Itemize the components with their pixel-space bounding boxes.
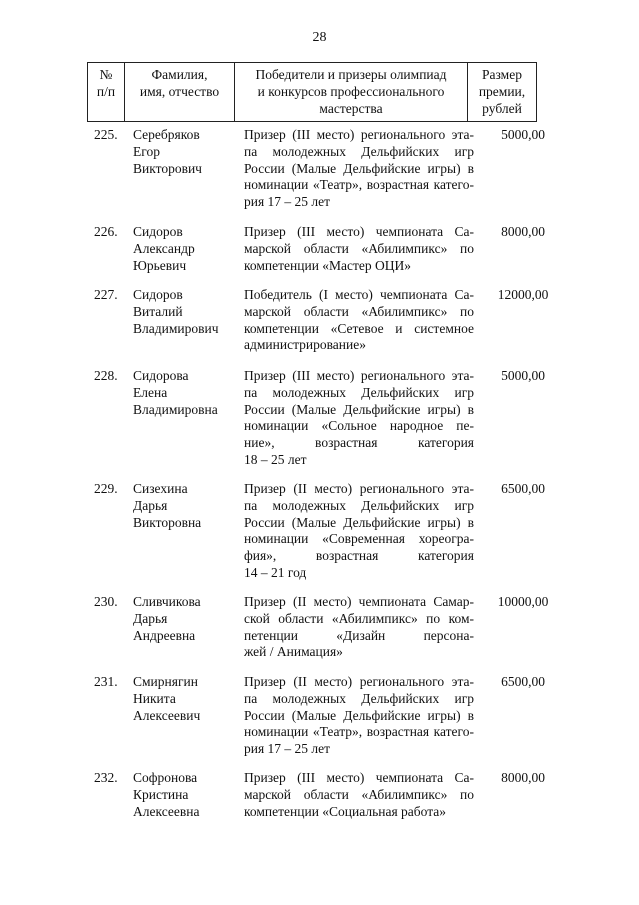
row-number: 229.: [94, 481, 118, 496]
desc-line: жей / Анимация»: [244, 644, 343, 660]
desc-line: 14 – 21 год: [244, 564, 307, 580]
desc-line: Победитель (I место) чемпионата Са-: [244, 287, 474, 302]
desc-line: па молодежных Дельфийских игр: [244, 497, 474, 513]
desc-line: марской области «Абилимпикс» по: [244, 240, 474, 256]
row-number: 227.: [94, 287, 118, 302]
row-prize: 5000,00: [501, 127, 545, 142]
desc-line: номинации «Театр», возрастная катего-: [244, 724, 474, 740]
row-prize: 8000,00: [501, 224, 545, 239]
name-line: Елена: [133, 384, 168, 400]
row-prize: 6500,00: [501, 481, 545, 496]
desc-line: па молодежных Дельфийских игр: [244, 690, 474, 706]
name-line: Сливчикова: [133, 594, 201, 609]
header-desc-line: и конкурсов профессионального: [257, 84, 445, 99]
name-line: Дарья: [133, 497, 168, 513]
name-line: Егор: [133, 143, 160, 159]
row-number: 231.: [94, 674, 118, 689]
row-name: [133, 770, 243, 820]
desc-line: рия 17 – 25 лет: [244, 741, 331, 757]
row-name: [133, 368, 243, 418]
desc-line: Призер (II место) регионального эта-: [244, 481, 474, 496]
name-line: Дарья: [133, 610, 168, 626]
name-line: Юрьевич: [133, 257, 187, 273]
desc-line: па молодежных Дельфийских игр: [244, 384, 474, 400]
header-name-line: Фамилия,: [151, 67, 208, 82]
desc-line: Призер (III место) регионального эта-: [244, 368, 474, 383]
header-name-line: имя, отчество: [139, 84, 220, 99]
name-line: Андреевна: [133, 627, 196, 643]
desc-line: администрирование»: [244, 337, 366, 353]
name-line: Владимировна: [133, 401, 218, 417]
header-prize-line: рублей: [482, 101, 522, 116]
row-name: [133, 481, 243, 531]
desc-line: России (Малые Дельфийские игры) в: [244, 514, 474, 530]
header-prize-line: Размер: [482, 67, 522, 82]
row-name: [133, 224, 243, 274]
desc-line: рия 17 – 25 лет: [244, 194, 331, 210]
name-line: Серебряков: [133, 127, 200, 142]
table-header: [87, 62, 537, 122]
desc-line: России (Малые Дельфийские игры) в: [244, 160, 474, 176]
header-num-line: п/п: [96, 84, 116, 99]
row-description: [244, 127, 474, 211]
name-line: Смирнягин: [133, 674, 198, 689]
name-line: Викторович: [133, 160, 202, 176]
row-description: [244, 770, 474, 820]
desc-line: номинации «Современная хореогра-: [244, 531, 474, 547]
name-line: Софронова: [133, 770, 198, 785]
header-prize-line: премии,: [478, 84, 526, 99]
row-prize: 5000,00: [501, 368, 545, 383]
row-number: 232.: [94, 770, 118, 785]
desc-line: компетенции «Социальная работа»: [244, 803, 447, 819]
desc-line: Призер (II место) регионального эта-: [244, 674, 474, 689]
desc-line: номинации «Сольное народное пе-: [244, 418, 474, 434]
desc-line: марской области «Абилимпикс» по: [244, 786, 474, 802]
name-line: Кристина: [133, 786, 189, 802]
name-line: Алексеевич: [133, 707, 201, 723]
desc-line: Призер (II место) чемпионата Самар-: [244, 594, 474, 609]
desc-line: петенции «Дизайн персона-: [244, 627, 474, 643]
header-desc-line: Победители и призеры олимпиад: [255, 67, 447, 82]
row-number: 230.: [94, 594, 118, 609]
row-name: [133, 594, 243, 644]
row-name: [133, 287, 243, 337]
row-description: [244, 594, 474, 661]
row-description: [244, 368, 474, 469]
desc-line: ской области «Абилимпикс» по ком-: [244, 610, 474, 626]
row-description: [244, 674, 474, 758]
row-number: 228.: [94, 368, 118, 383]
desc-line: России (Малые Дельфийские игры) в: [244, 707, 474, 723]
row-description: [244, 287, 474, 354]
row-name: [133, 127, 243, 177]
name-line: Сидорова: [133, 368, 189, 383]
desc-line: Призер (III место) чемпионата Са-: [244, 224, 474, 239]
header-num: [88, 63, 125, 122]
desc-line: номинации «Театр», возрастная катего-: [244, 177, 474, 193]
desc-line: Призер (III место) чемпионата Са-: [244, 770, 474, 785]
desc-line: России (Малые Дельфийские игры) в: [244, 401, 474, 417]
page-number: 28: [312, 30, 327, 45]
row-number: 226.: [94, 224, 118, 239]
name-line: Сидоров: [133, 287, 183, 302]
desc-line: фия», возрастная категория: [244, 548, 474, 564]
row-description: [244, 481, 474, 582]
header-prize: [468, 63, 537, 122]
name-line: Владимирович: [133, 320, 219, 336]
desc-line: компетенции «Сетевое и системное: [244, 320, 474, 336]
name-line: Виталий: [133, 303, 183, 319]
header-num-line: №: [99, 67, 113, 82]
name-line: Сизехина: [133, 481, 188, 496]
name-line: Алексеевна: [133, 803, 200, 819]
row-number: 225.: [94, 127, 118, 142]
row-prize: 12000,00: [497, 287, 549, 302]
row-description: [244, 224, 474, 274]
header-desc: [235, 63, 468, 122]
desc-line: Призер (III место) регионального эта-: [244, 127, 474, 142]
desc-line: марской области «Абилимпикс» по: [244, 303, 474, 319]
desc-line: ние», возрастная категория: [244, 435, 474, 451]
name-line: Никита: [133, 690, 176, 706]
desc-line: компетенции «Мастер ОЦИ»: [244, 257, 412, 273]
name-line: Сидоров: [133, 224, 183, 239]
row-prize: 8000,00: [501, 770, 545, 785]
name-line: Викторовна: [133, 514, 202, 530]
row-prize: 10000,00: [497, 594, 549, 609]
desc-line: па молодежных Дельфийских игр: [244, 143, 474, 159]
desc-line: 18 – 25 лет: [244, 451, 307, 467]
header-name: [125, 63, 235, 122]
name-line: Александр: [133, 240, 195, 256]
row-name: [133, 674, 243, 724]
header-desc-line: мастерства: [319, 101, 383, 116]
row-prize: 6500,00: [501, 674, 545, 689]
